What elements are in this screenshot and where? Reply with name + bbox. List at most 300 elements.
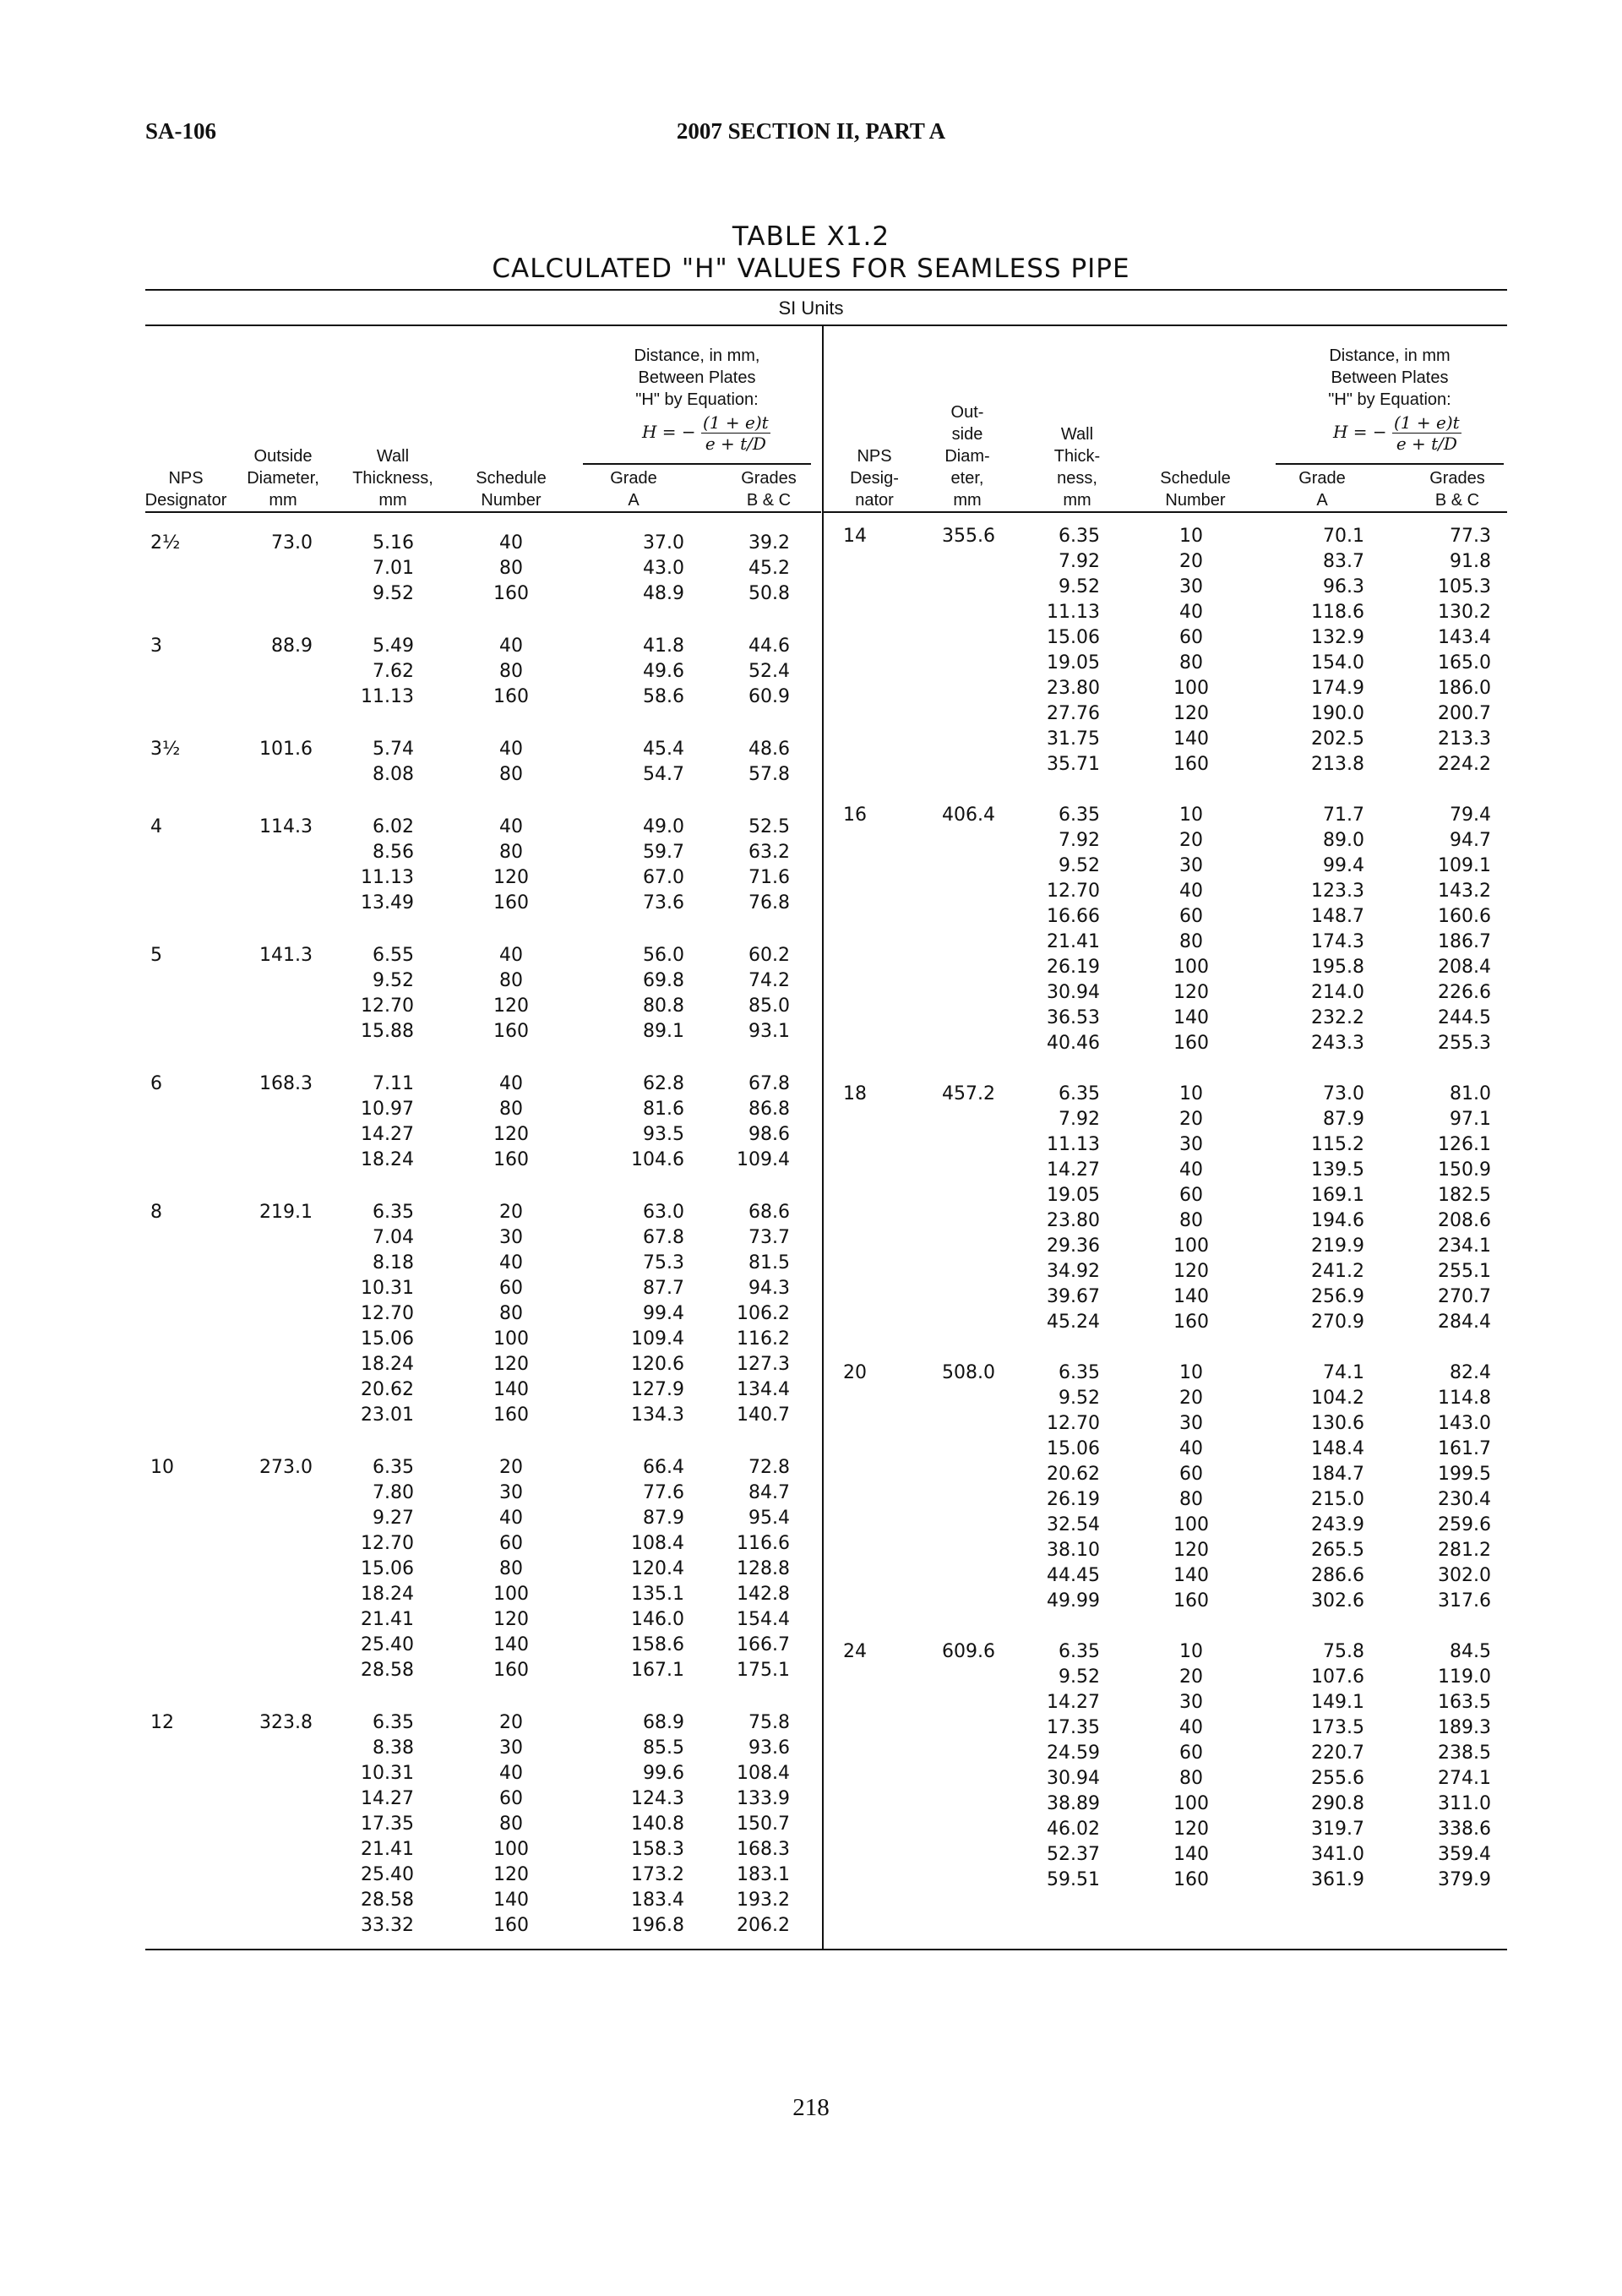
schedule-number: 30 [1179,1134,1203,1155]
h-grades-bc: 206.2 [737,1915,790,1936]
units-label: SI Units [778,297,844,319]
h-grade-a: 87.7 [643,1278,684,1299]
schedule-number: 40 [499,816,523,837]
h-grades-bc: 109.4 [737,1149,790,1170]
wall-thickness: 38.89 [1047,1793,1100,1814]
h-grades-bc: 142.8 [737,1584,790,1605]
h-grade-a: 219.9 [1311,1235,1364,1257]
h-grade-a: 265.5 [1311,1540,1364,1561]
wall-thickness: 27.76 [1047,703,1100,724]
h-grades-bc: 182.5 [1438,1185,1491,1206]
schedule-number: 30 [499,1227,523,1248]
wall-thickness: 9.52 [1059,855,1100,876]
schedule-number: 160 [493,892,529,913]
h-grade-a: 74.1 [1323,1362,1364,1383]
h-grades-bc: 255.1 [1438,1261,1491,1282]
equation-denominator: e + t/D [705,434,766,454]
schedule-number: 120 [1173,982,1209,1003]
h-grades-bc: 259.6 [1438,1514,1491,1535]
h-grades-bc: 226.6 [1438,982,1491,1003]
wall-thickness: 14.27 [361,1788,414,1809]
nps-designator: 4 [150,816,162,837]
equation-lhs: H = − [642,422,696,442]
center-divider [822,326,824,1949]
wall-thickness: 49.99 [1047,1590,1100,1612]
h-grades-bc: 143.0 [1438,1413,1491,1434]
schedule-number: 140 [493,1379,529,1400]
schedule-number: 160 [493,1149,529,1170]
wall-thickness: 7.92 [1059,1109,1100,1130]
wall-thickness: 5.16 [373,532,414,554]
outside-diameter: 73.0 [271,532,313,554]
wall-thickness: 33.32 [361,1915,414,1936]
h-grades-bc: 63.2 [748,842,790,863]
wall-thickness: 10.97 [361,1099,414,1120]
wall-thickness: 59.51 [1047,1869,1100,1890]
wall-thickness: 12.70 [1047,1413,1100,1434]
h-grades-bc: 213.3 [1438,728,1491,750]
h-grade-a: 124.3 [631,1788,684,1809]
h-grade-a: 243.3 [1311,1033,1364,1054]
schedule-number: 30 [1179,1413,1203,1434]
schedule-number: 160 [1173,1033,1209,1054]
h-grade-a: 85.5 [643,1737,684,1759]
h-grades-bc: 105.3 [1438,576,1491,597]
h-grade-a: 109.4 [631,1328,684,1350]
wall-thickness: 6.35 [1059,804,1100,826]
h-grades-bc: 93.1 [748,1021,790,1042]
wall-thickness: 8.18 [373,1252,414,1273]
wall-thickness: 28.58 [361,1660,414,1681]
schedule-number: 80 [499,1303,523,1324]
schedule-number: 30 [1179,576,1203,597]
schedule-number: 60 [1179,1464,1203,1485]
h-grades-bc: 52.4 [748,661,790,682]
schedule-number: 100 [1173,1514,1209,1535]
schedule-number: 80 [499,558,523,579]
h-grades-bc: 91.8 [1450,551,1491,572]
schedule-number: 140 [1173,1844,1209,1865]
h-grades-bc: 208.4 [1438,957,1491,978]
col-header-nps: NPS Designator [144,469,227,510]
schedule-number: 120 [1173,1540,1209,1561]
h-grades-bc: 281.2 [1438,1540,1491,1561]
h-grade-a: 54.7 [643,764,684,785]
schedule-number: 30 [1179,855,1203,876]
schedule-number: 80 [499,1558,523,1579]
h-grades-bc: 270.7 [1438,1286,1491,1307]
h-grade-a: 361.9 [1311,1869,1364,1890]
schedule-number: 120 [493,1354,529,1375]
h-grades-bc: 57.8 [748,764,790,785]
wall-thickness: 6.35 [373,1457,414,1478]
h-grade-a: 67.8 [643,1227,684,1248]
h-grade-a: 130.6 [1311,1413,1364,1434]
h-grades-bc: 208.6 [1438,1210,1491,1231]
h-grades-bc: 189.3 [1438,1717,1491,1738]
h-grades-bc: 230.4 [1438,1489,1491,1510]
wall-thickness: 12.70 [361,1303,414,1324]
h-grade-a: 319.7 [1311,1819,1364,1840]
h-grades-bc: 234.1 [1438,1235,1491,1257]
wall-thickness: 38.10 [1047,1540,1100,1561]
h-grade-a: 302.6 [1311,1590,1364,1612]
schedule-number: 10 [1179,1083,1203,1104]
h-grade-a: 174.9 [1311,678,1364,699]
title-rule [145,289,1507,291]
schedule-number: 40 [1179,602,1203,623]
wall-thickness: 11.13 [1047,1134,1100,1155]
schedule-number: 60 [1179,906,1203,927]
wall-thickness: 11.13 [361,686,414,707]
h-grades-bc: 44.6 [748,635,790,657]
h-grades-bc: 238.5 [1438,1742,1491,1764]
wall-thickness: 34.92 [1047,1261,1100,1282]
wall-thickness: 6.35 [1059,1641,1100,1662]
h-grades-bc: 127.3 [737,1354,790,1375]
h-grade-a: 71.7 [1323,804,1364,826]
col-header-od-right: Out- side Diam- eter, mm [944,403,990,510]
h-grade-a: 215.0 [1311,1489,1364,1510]
nps-designator: 5 [150,945,162,966]
schedule-number: 160 [1173,1590,1209,1612]
outside-diameter: 508.0 [942,1362,995,1383]
schedule-number: 20 [1179,1388,1203,1409]
schedule-number: 160 [1173,1312,1209,1333]
page-number: 218 [792,2094,830,2121]
wall-thickness: 14.27 [1047,1159,1100,1181]
h-grade-a: 96.3 [1323,576,1364,597]
h-grade-a: 73.6 [643,892,684,913]
h-grade-a: 99.4 [1323,855,1364,876]
wall-thickness: 9.52 [373,970,414,991]
h-grade-a: 104.2 [1311,1388,1364,1409]
h-grades-bc: 76.8 [748,892,790,913]
h-grade-a: 62.8 [643,1073,684,1094]
h-grades-bc: 134.4 [737,1379,790,1400]
h-grade-a: 87.9 [1323,1109,1364,1130]
h-grade-a: 104.6 [631,1149,684,1170]
col-header-grade-a-right: Grade A [1298,469,1346,510]
h-grade-a: 169.1 [1311,1185,1364,1206]
schedule-number: 100 [493,1328,529,1350]
h-grades-bc: 93.6 [748,1737,790,1759]
wall-thickness: 7.11 [373,1073,414,1094]
wall-thickness: 26.19 [1047,1489,1100,1510]
h-grades-bc: 133.9 [737,1788,790,1809]
h-grade-a: 341.0 [1311,1844,1364,1865]
h-grade-a: 167.1 [631,1660,684,1681]
h-grade-a: 59.7 [643,842,684,863]
wall-thickness: 25.40 [361,1634,414,1655]
equation-numerator: (1 + e)t [1394,412,1460,433]
schedule-number: 80 [1179,652,1203,674]
wall-thickness: 6.02 [373,816,414,837]
wall-thickness: 28.58 [361,1890,414,1911]
h-grade-a: 241.2 [1311,1261,1364,1282]
schedule-number: 40 [499,945,523,966]
wall-thickness: 15.06 [361,1558,414,1579]
schedule-number: 10 [1179,1641,1203,1662]
h-grades-bc: 183.1 [737,1864,790,1885]
wall-thickness: 30.94 [1047,982,1100,1003]
h-grades-bc: 175.1 [737,1660,790,1681]
schedule-number: 40 [499,635,523,657]
wall-thickness: 6.35 [1059,1083,1100,1104]
wall-thickness: 6.35 [1059,526,1100,547]
wall-thickness: 31.75 [1047,728,1100,750]
schedule-number: 140 [493,1890,529,1911]
h-grades-bc: 84.5 [1450,1641,1491,1662]
h-grades-bc: 86.8 [748,1099,790,1120]
h-grade-a: 148.7 [1311,906,1364,927]
wall-thickness: 12.70 [361,995,414,1017]
wall-thickness: 24.59 [1047,1742,1100,1764]
h-grades-bc: 160.6 [1438,906,1491,927]
schedule-number: 40 [499,739,523,760]
schedule-number: 40 [499,1252,523,1273]
h-grade-a: 270.9 [1311,1312,1364,1333]
wall-thickness: 7.62 [373,661,414,682]
outside-diameter: 609.6 [942,1641,995,1662]
equation-numerator: (1 + e)t [703,412,769,433]
h-grade-a: 140.8 [631,1813,684,1835]
h-grade-a: 69.8 [643,970,684,991]
h-grades-bc: 116.6 [737,1533,790,1554]
wall-thickness: 15.06 [1047,627,1100,648]
h-grades-bc: 98.6 [748,1124,790,1145]
outside-diameter: 101.6 [259,739,313,760]
wall-thickness: 9.52 [373,583,414,604]
wall-thickness: 9.52 [1059,1666,1100,1688]
nps-designator: 18 [843,1083,867,1104]
wall-thickness: 12.70 [361,1533,414,1554]
h-grades-bc: 193.2 [737,1890,790,1911]
h-grades-bc: 166.7 [737,1634,790,1655]
equation-denominator: e + t/D [1396,434,1457,454]
units-rule [145,324,1507,326]
h-grade-a: 70.1 [1323,526,1364,547]
h-grades-bc: 108.4 [737,1763,790,1784]
h-grade-a: 139.5 [1311,1159,1364,1181]
schedule-number: 20 [1179,830,1203,851]
nps-designator: 14 [843,526,867,547]
wall-thickness: 13.49 [361,892,414,913]
wall-thickness: 8.08 [373,764,414,785]
wall-thickness: 23.80 [1047,678,1100,699]
h-grades-bc: 161.7 [1438,1438,1491,1459]
h-grade-a: 148.4 [1311,1438,1364,1459]
schedule-number: 30 [499,1482,523,1503]
schedule-number: 60 [499,1533,523,1554]
schedule-number: 160 [493,1404,529,1426]
col-header-schedule: Schedule Number [476,469,547,510]
table-number: TABLE X1.2 [732,221,890,252]
schedule-number: 40 [499,1508,523,1529]
schedule-number: 120 [1173,1819,1209,1840]
wall-thickness: 35.71 [1047,754,1100,775]
h-grade-a: 49.6 [643,661,684,682]
h-grade-a: 158.3 [631,1839,684,1860]
schedule-number: 10 [1179,804,1203,826]
equation-lhs: H = − [1333,422,1387,442]
h-grades-bc: 84.7 [748,1482,790,1503]
h-grades-bc: 199.5 [1438,1464,1491,1485]
wall-thickness: 9.52 [1059,576,1100,597]
schedule-number: 60 [499,1278,523,1299]
schedule-number: 80 [499,842,523,863]
h-grade-a: 174.3 [1311,931,1364,952]
h-grade-a: 108.4 [631,1533,684,1554]
wall-thickness: 39.67 [1047,1286,1100,1307]
wall-thickness: 6.35 [373,1712,414,1733]
h-grade-a: 290.8 [1311,1793,1364,1814]
h-grades-bc: 71.6 [748,867,790,888]
h-grade-a: 63.0 [643,1202,684,1223]
schedule-number: 10 [1179,526,1203,547]
h-grade-a: 220.7 [1311,1742,1364,1764]
schedule-number: 140 [1173,1286,1209,1307]
h-grade-a: 154.0 [1311,652,1364,674]
h-grade-a: 115.2 [1311,1134,1364,1155]
schedule-number: 120 [1173,1261,1209,1282]
h-grade-a: 41.8 [643,635,684,657]
schedule-number: 120 [1173,703,1209,724]
nps-designator: 6 [150,1073,162,1094]
h-grades-bc: 77.3 [1450,526,1491,547]
h-grade-a: 195.8 [1311,957,1364,978]
col-header-wall: Wall Thickness, mm [352,447,433,510]
h-grade-a: 243.9 [1311,1514,1364,1535]
h-grade-a: 107.6 [1311,1666,1364,1688]
schedule-number: 120 [493,995,529,1017]
schedule-number: 140 [493,1634,529,1655]
schedule-number: 80 [499,970,523,991]
h-grades-bc: 97.1 [1450,1109,1491,1130]
col-header-schedule-right: Schedule Number [1160,469,1231,510]
h-grade-a: 99.6 [643,1763,684,1784]
wall-thickness: 46.02 [1047,1819,1100,1840]
wall-thickness: 29.36 [1047,1235,1100,1257]
schedule-number: 160 [493,1021,529,1042]
wall-thickness: 18.24 [361,1584,414,1605]
h-grades-bc: 274.1 [1438,1768,1491,1789]
h-grade-a: 214.0 [1311,982,1364,1003]
wall-thickness: 8.56 [373,842,414,863]
schedule-number: 60 [1179,1185,1203,1206]
h-grade-a: 49.0 [643,816,684,837]
schedule-number: 120 [493,1609,529,1630]
wall-thickness: 5.74 [373,739,414,760]
wall-thickness: 11.13 [361,867,414,888]
outside-diameter: 219.1 [259,1202,313,1223]
h-grade-a: 89.0 [1323,830,1364,851]
schedule-number: 30 [1179,1692,1203,1713]
nps-designator: 24 [843,1641,867,1662]
schedule-number: 120 [493,1864,529,1885]
h-grades-bc: 359.4 [1438,1844,1491,1865]
wall-thickness: 21.41 [361,1609,414,1630]
h-grades-bc: 45.2 [748,558,790,579]
h-grades-bc: 379.9 [1438,1869,1491,1890]
schedule-number: 20 [1179,551,1203,572]
h-grade-a: 56.0 [643,945,684,966]
nps-designator: 12 [150,1712,174,1733]
h-grade-a: 255.6 [1311,1768,1364,1789]
schedule-number: 80 [499,661,523,682]
h-grades-bc: 72.8 [748,1457,790,1478]
h-grades-bc: 168.3 [737,1839,790,1860]
schedule-number: 160 [493,686,529,707]
outside-diameter: 273.0 [259,1457,313,1478]
wall-thickness: 19.05 [1047,652,1100,674]
h-grades-bc: 338.6 [1438,1819,1491,1840]
h-grades-bc: 95.4 [748,1508,790,1529]
h-grades-bc: 163.5 [1438,1692,1491,1713]
h-grades-bc: 311.0 [1438,1793,1491,1814]
schedule-number: 80 [1179,1768,1203,1789]
schedule-number: 20 [499,1712,523,1733]
h-grade-a: 75.8 [1323,1641,1364,1662]
h-grade-a: 89.1 [643,1021,684,1042]
wall-thickness: 8.38 [373,1737,414,1759]
h-grade-a: 83.7 [1323,551,1364,572]
schedule-number: 100 [493,1584,529,1605]
schedule-number: 80 [1179,931,1203,952]
h-grades-bc: 126.1 [1438,1134,1491,1155]
h-grades-bc: 79.4 [1450,804,1491,826]
h-grades-bc: 82.4 [1450,1362,1491,1383]
h-grades-bc: 68.6 [748,1202,790,1223]
schedule-number: 80 [1179,1210,1203,1231]
h-grade-a: 66.4 [643,1457,684,1478]
h-grade-a: 120.4 [631,1558,684,1579]
h-grade-a: 149.1 [1311,1692,1364,1713]
schedule-number: 80 [499,1813,523,1835]
h-grade-a: 135.1 [631,1584,684,1605]
h-grades-bc: 255.3 [1438,1033,1491,1054]
schedule-number: 140 [1173,728,1209,750]
schedule-number: 140 [1173,1565,1209,1586]
h-grade-a: 99.4 [643,1303,684,1324]
h-grades-bc: 85.0 [748,995,790,1017]
h-grades-bc: 128.8 [737,1558,790,1579]
schedule-number: 40 [499,532,523,554]
schedule-number: 100 [493,1839,529,1860]
h-grade-a: 120.6 [631,1354,684,1375]
h-grades-bc: 244.5 [1438,1007,1491,1028]
schedule-number: 20 [1179,1109,1203,1130]
h-grade-a: 58.6 [643,686,684,707]
h-grade-a: 127.9 [631,1379,684,1400]
h-grade-a: 123.3 [1311,881,1364,902]
schedule-number: 60 [499,1788,523,1809]
h-grade-a: 158.6 [631,1634,684,1655]
wall-thickness: 17.35 [1047,1717,1100,1738]
table-title: CALCULATED "H" VALUES FOR SEAMLESS PIPE [492,254,1130,284]
h-grade-a: 67.0 [643,867,684,888]
h-grade-a: 80.8 [643,995,684,1017]
schedule-number: 60 [1179,1742,1203,1764]
h-grades-bc: 114.8 [1438,1388,1491,1409]
schedule-number: 100 [1173,1793,1209,1814]
h-grades-bc: 81.0 [1450,1083,1491,1104]
schedule-number: 40 [1179,1438,1203,1459]
h-grades-bc: 224.2 [1438,754,1491,775]
h-grades-bc: 50.8 [748,583,790,604]
h-grade-a: 48.9 [643,583,684,604]
h-grades-bc: 284.4 [1438,1312,1491,1333]
